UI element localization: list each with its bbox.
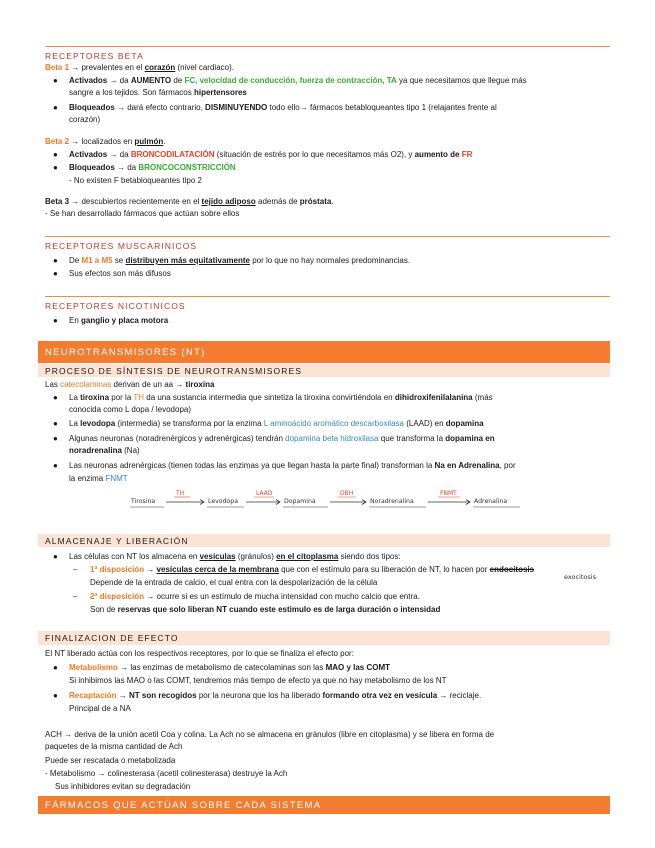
- bullet: ●: [53, 103, 58, 112]
- final-metabolismo-cont: Si inhibimos las MAO o las COMT, tendremos más tiempo de efecto ya que no hay metabolismo de los NT: [69, 676, 447, 685]
- bullet: ●: [53, 691, 58, 700]
- subheading-sintesis: PROCESO DE SÍNTESIS DE NEUROTRANSMISORES: [38, 364, 610, 377]
- hand-enzyme: TH: [176, 490, 185, 497]
- ach-line2: paquetes de la misma cantidad de Ach: [45, 742, 183, 751]
- bullet: ●: [53, 256, 58, 265]
- bullet: ●: [53, 163, 58, 172]
- hand-step: Levodopa: [208, 498, 239, 505]
- beta3-line: Beta 3 → descubiertos recientemente en el tejido adiposo además de próstata.: [45, 197, 334, 206]
- almacen-disp2: 2ª disposición → ocurre si es un estímulo de mucha intensidad con mucho calcio que entra.: [90, 592, 420, 601]
- almacen-disp1: 1ª disposición → vesículas cerca de la membrana que con el estímulo para su liberación de NT, lo hacen por endocitosis: [90, 565, 535, 574]
- sintesis-item1-cont: conocida como L dopa / levodopa): [69, 405, 192, 414]
- sintesis-item4: Las neuronas adrenérgicas (tienen todas las enzimas ya que llegan hasta la parte final) transforman la Na en Adrenalina, por: [69, 461, 516, 470]
- musc-line1: De M1 a M5 se distribuyen más equitativamente por lo que no hay normales predominancias.: [69, 256, 411, 265]
- beta1-activados-cont: sangre a los tejidos. Son fármacos hipertensores: [69, 88, 247, 97]
- hand-enzyme: FNMT: [440, 490, 457, 497]
- section-title-beta: RECEPTORES BETA: [45, 51, 144, 61]
- subheading-almacenaje: ALMACENAJE Y LIBERACIÓN: [38, 534, 610, 547]
- section-title-nicotinicos: RECEPTORES NICOTINICOS: [45, 301, 186, 311]
- bullet: ●: [53, 552, 58, 561]
- subheading-finalizacion: FINALIZACION DE EFECTO: [38, 631, 610, 645]
- sintesis-item3: Algunas neuronas (noradrenérgicos y adrenérgicas) tendrán dopamina beta hidroxilasa que transforma la dopamina en: [69, 434, 495, 443]
- bullet: ●: [53, 663, 58, 672]
- sintesis-item4-cont: la enzima FNMT: [69, 474, 128, 483]
- beta2-note: - No existen F betabloqueantes tipo 2: [69, 176, 202, 185]
- hand-step: Tirosina: [131, 498, 156, 505]
- bullet: ●: [53, 461, 58, 470]
- bullet: ●: [53, 419, 58, 428]
- nico-line1: En ganglio y placa motora: [69, 316, 169, 325]
- hand-step: Adrenalina: [474, 498, 508, 505]
- dash: –: [73, 592, 78, 601]
- bullet: ●: [53, 269, 58, 278]
- ach-line5: Sus inhibidores evitan su degradación: [55, 782, 191, 791]
- bullet: ●: [53, 434, 58, 443]
- hand-enzyme: LAAD: [256, 490, 273, 497]
- ach-line3: Puede ser rescatada o metabolizada: [45, 756, 176, 765]
- hand-step: Noradrenalina: [370, 498, 414, 505]
- final-intro: El NT liberado actúa con los respectivos receptores, por lo que se finaliza el efecto por:: [45, 649, 354, 658]
- bullet: ●: [53, 393, 58, 402]
- handwritten-correction: exocitosis: [564, 573, 596, 581]
- heading-band-farmacos: FÁRMACOS QUE ACTÚAN SOBRE CADA SISTEMA: [38, 796, 610, 814]
- bullet: ●: [53, 316, 58, 325]
- final-recaptacion-cont: Principal de a NA: [69, 704, 131, 713]
- sintesis-item1: La tiroxina por la TH da una sustancia intermedia que sintetiza la tiroxina convirtiéndola en dihidroxifenilalanina (más: [69, 393, 493, 402]
- hand-enzyme: DBH: [340, 490, 354, 497]
- beta1-line: Beta 1 → prevalentes en el corazón (nivel cardiaco).: [45, 63, 234, 72]
- final-recaptacion: Recaptación → NT son recogidos por la neurona que los ha liberado formando otra vez en vesícula → reciclaje.: [69, 691, 482, 700]
- ach-line4: - Metabolismo → colinesterasa (acetil colinesterasa) destruye la Ach: [45, 769, 288, 778]
- bullet: ●: [53, 150, 58, 159]
- beta3-note: - Se han desarrollado fármacos que actúan sobre ellos: [45, 209, 240, 218]
- musc-line2: Sus efectos son más difusos: [69, 269, 171, 278]
- final-metabolismo: Metabolismo → las enzimas de metabolismo de catecolaminas son las MAO y las COMT: [69, 663, 391, 672]
- section-title-muscarinicos: RECEPTORES MUSCARINICOS: [45, 241, 198, 251]
- sintesis-intro: Las catecolaminas derivan de un aa → tiroxina: [45, 380, 215, 389]
- beta1-activados: Activados → da AUMENTO de FC, velocidad de conducción, fuerza de contracción, TA ya que necesitamos que llegue más: [69, 76, 527, 85]
- sintesis-item3-cont: noradrenalina (Na): [69, 446, 140, 455]
- hand-step: Dopamina: [284, 498, 316, 505]
- heading-band-neurotransmisores: NEUROTRANSMISORES (NT): [38, 341, 610, 363]
- almacen-line1: Las células con NT los almacena en vesículas (gránulos) en el citoplasma siendo dos tipos:: [69, 552, 401, 561]
- almacen-disp1-cont: Depende de la entrada de calcio, el cual entra con la despolarización de la célula: [90, 578, 378, 587]
- beta2-activados: Activados → da BRONCODILATACIÓN (situación de estrés por lo que necesitamos más O2), y aumento de FR: [69, 150, 473, 159]
- almacen-disp2-cont: Son de reservas que solo liberan NT cuando este estimulo es de larga duración o intensidad: [90, 605, 441, 614]
- dash: –: [73, 565, 78, 574]
- beta2-line: Beta 2 → localizados en pulmón.: [45, 137, 166, 146]
- beta1-bloqueados-cont: corazón): [69, 115, 101, 124]
- sintesis-item2: La levodopa (intermedia) se transforma por la enzima L aminoácido aromático descarboxilasa (LAAD) en dopamina: [69, 419, 484, 428]
- bullet: ●: [53, 76, 58, 85]
- ach-line1: ACH → deriva de la unión acetil Coa y colina. La Ach no se almacena en gránulos (libre en citoplasma) y se libera en forma de: [45, 730, 495, 739]
- beta1-bloqueados: Bloqueados → dará efecto contrario, DISMINUYENDO todo ello→ fármacos betabloqueantes tipo 1 (relajantes frente al: [69, 103, 497, 112]
- beta2-bloqueados: Bloqueados → da BRONCOCONSTRICCIÓN: [69, 163, 236, 172]
